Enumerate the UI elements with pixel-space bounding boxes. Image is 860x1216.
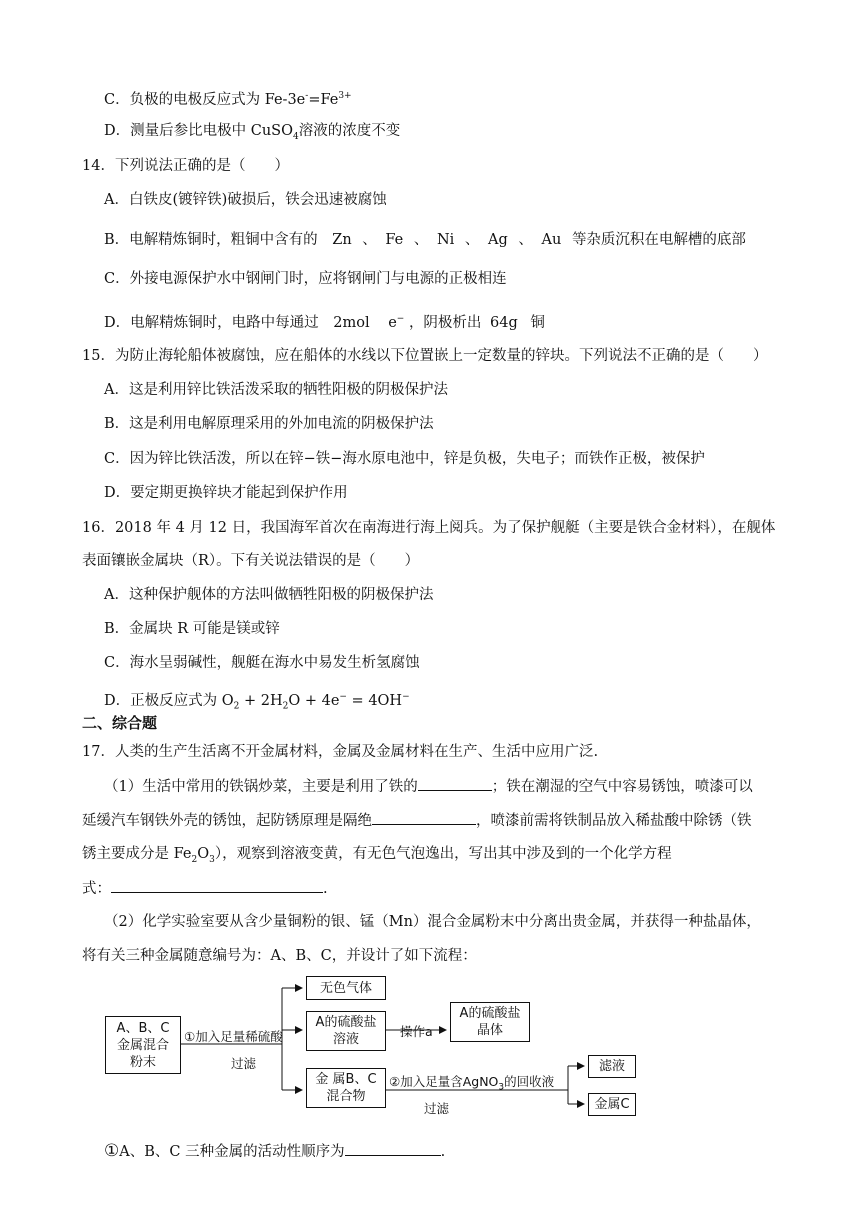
q17-p1-l4-pre: 式：	[82, 881, 111, 897]
mixture-box	[306, 1068, 386, 1108]
metal-c-box: 金属C	[588, 1093, 636, 1116]
sulfate-solution-box	[306, 1011, 386, 1051]
step1-filter: 过滤	[231, 1056, 257, 1071]
start-box-line3: 粉末	[129, 1054, 156, 1070]
sulfate-box-line1: A的硫酸盐	[315, 1015, 377, 1030]
gas-box: 无色气体	[306, 976, 386, 1000]
q16-option-c: C．海水呈弱碱性，舰艇在海水中易发生析氢腐蚀	[104, 655, 420, 671]
circled-one: ①	[104, 1141, 120, 1161]
q15-option-d: D．要定期更换锌块才能起到保护作用	[104, 485, 348, 501]
crystal-box-line1: A的硫酸盐	[459, 1006, 521, 1021]
q14-2mol: 2mol	[333, 314, 370, 331]
q17-p1-l2-post: ，喷漆前需将铁制品放入稀盐酸中除锈（铁	[476, 813, 752, 829]
q17-p1-l2-pre: 延缓汽车钢铁外壳的锈蚀，起防锈原理是隔绝	[82, 813, 372, 829]
q16-d-sub2: 2	[282, 701, 289, 712]
q14-option-d-pre: D．电解精炼铜时，电路中每通过	[104, 314, 319, 331]
q13-option-d-post: 溶液的浓度不变	[298, 123, 401, 139]
section-heading: 二、综合题	[82, 714, 158, 732]
q15-option-b: B．这是利用电解原理采用的外加电流的阴极保护法	[104, 416, 434, 432]
q15-option-c: C．因为锌比铁活泼，所以在锌−铁−海水原电池中，锌是负极，失电子；而铁作正极，被保护	[104, 451, 705, 467]
q17-p1-l3-sub2: 3	[209, 854, 215, 865]
q14-option-d-post: 铜	[530, 314, 545, 331]
crystal-box	[450, 1002, 530, 1042]
q13-option-c-text: C．负极的电极反应式为 Fe-3e	[104, 91, 306, 108]
q14-sep-3: 、	[464, 232, 480, 248]
step1-label: ①加入足量稀硫酸	[184, 1029, 283, 1044]
sulfate-box-line2: 溶液	[332, 1032, 359, 1047]
step2-filter: 过滤	[424, 1101, 450, 1116]
start-box-line2: 金属混合	[116, 1037, 169, 1053]
q17-sub1-post: .	[440, 1144, 446, 1160]
q13-option-d-text: D．测量后参比电极中 CuSO	[104, 123, 293, 139]
q16-stem-line2: 表面镶嵌金属块（R）。下有关说法错误的是（ ）	[82, 553, 420, 569]
q16-d-pre: D．正极反应式为 O	[104, 692, 234, 709]
step2-label-pre: ②加入足量含AgNO	[389, 1074, 499, 1089]
q13-option-c-mid: =Fe	[308, 91, 339, 108]
q14-zn: Zn	[332, 232, 352, 248]
q14-ni: Ni	[436, 232, 455, 248]
q14-option-c: C．外接电源保护水中钢闸门时，应将钢闸门与电源的正极相连	[104, 271, 507, 287]
q13-option-c-sup1: -	[305, 91, 309, 101]
q16-option-b: B．金属块 R 可能是镁或锌	[104, 621, 280, 637]
q15-option-a: A．这是利用锌比铁活泼采取的牺牲阳极的阴极保护法	[104, 382, 448, 398]
q14-option-a: A．白铁皮(镀锌铁)破损后，铁会迅速被腐蚀	[104, 192, 387, 208]
answer-blank-4[interactable]	[345, 1141, 441, 1156]
q17-part2-line1: （2）化学实验室要从含少量铜粉的银、锰（Mn）混合金属粉末中分离出贵金属，并获得一种盐晶体，	[104, 914, 761, 930]
q17-sub1	[104, 1141, 445, 1162]
start-box	[105, 1016, 181, 1074]
q14-au: Au	[541, 232, 562, 248]
q16-option-a: A．这种保护舰体的方法叫做牺牲阳极的阴极保护法	[104, 587, 434, 603]
q13-option-c-sup2: 3+	[338, 91, 352, 101]
mix-box-line1: 金 属B、C	[315, 1072, 377, 1087]
q14-electron-sup: −	[396, 314, 405, 324]
q16-d-sup1: −	[339, 692, 347, 702]
q14-ag: Ag	[488, 232, 508, 248]
step2-label-post: 的回收液	[504, 1074, 555, 1089]
q17-p1-l3-post: ），观察到溶液变黄，有无色气泡逸出，写出其中涉及到的一个化学方程	[214, 846, 672, 862]
q14-sep-4: 、	[518, 232, 533, 248]
step2-label	[389, 1072, 554, 1093]
q16-d-mid3: = 4OH	[346, 692, 403, 709]
q14-option-b-post: 等杂质沉积在电解槽的底部	[571, 232, 746, 248]
q14-option-d-mid: ，阴极析出	[408, 314, 482, 331]
q14-stem: 14．下列说法正确的是（ ）	[82, 158, 289, 174]
step2-label-sub: 3	[498, 1082, 505, 1093]
q14-fe: Fe	[385, 232, 404, 248]
filtrate-box: 滤液	[588, 1055, 636, 1078]
q17-p1-l1-post: ；铁在潮湿的空气中容易锈蚀，喷漆可以	[491, 779, 753, 795]
q17-p1-l3-mid: O	[197, 846, 210, 862]
q17-p1-l1-pre: （1）生活中常用的铁锅炒菜，主要是利用了铁的	[104, 779, 418, 795]
q17-p1-l3-pre: 锈主要成分是 Fe	[82, 846, 192, 862]
q17-part2-line2: 将有关三种金属随意编号为：A、B、C，并设计了如下流程：	[82, 948, 477, 964]
q16-d-sup2: −	[402, 692, 410, 702]
mix-box-line2: 混合物	[326, 1089, 366, 1104]
q13-option-d-sub: 4	[293, 131, 299, 142]
crystal-box-line2: 晶体	[476, 1023, 503, 1038]
q17-p1-l3-sub1: 2	[191, 854, 198, 865]
q15-stem: 15．为防止海轮船体被腐蚀，应在船体的水线以下位置嵌上一定数量的锌块。下列说法不正确的是（ ）	[82, 348, 768, 364]
q14-64g: 64g	[490, 314, 518, 331]
q14-option-b-pre: B．电解精炼铜时，粗铜中含有的	[104, 232, 318, 248]
start-box-line1: A、B、C	[116, 1020, 170, 1036]
q17-stem: 17．人类的生产生活离不开金属材料，金属及金属材料在生产、生活中应用广泛.	[82, 744, 599, 760]
q16-d-mid2: O + 4e	[288, 692, 340, 709]
operation-a-label: 操作a	[400, 1024, 433, 1039]
q17-p1-l4-post: .	[323, 881, 328, 897]
q16-stem-line1: 16．2018 年 4 月 12 日，我国海军首次在南海进行海上阅兵。为了保护舰艇（主要是铁合金材料），在舰体	[82, 520, 776, 536]
q16-d-sub1: 2	[233, 701, 240, 712]
q14-sep-2: 、	[413, 232, 429, 248]
q14-electron: e	[388, 314, 397, 331]
q14-sep-1: 、	[362, 232, 377, 248]
q16-d-mid1: + 2H	[239, 692, 283, 709]
q17-sub1-pre: A、B、C 三种金属的活动性顺序为	[119, 1144, 345, 1160]
